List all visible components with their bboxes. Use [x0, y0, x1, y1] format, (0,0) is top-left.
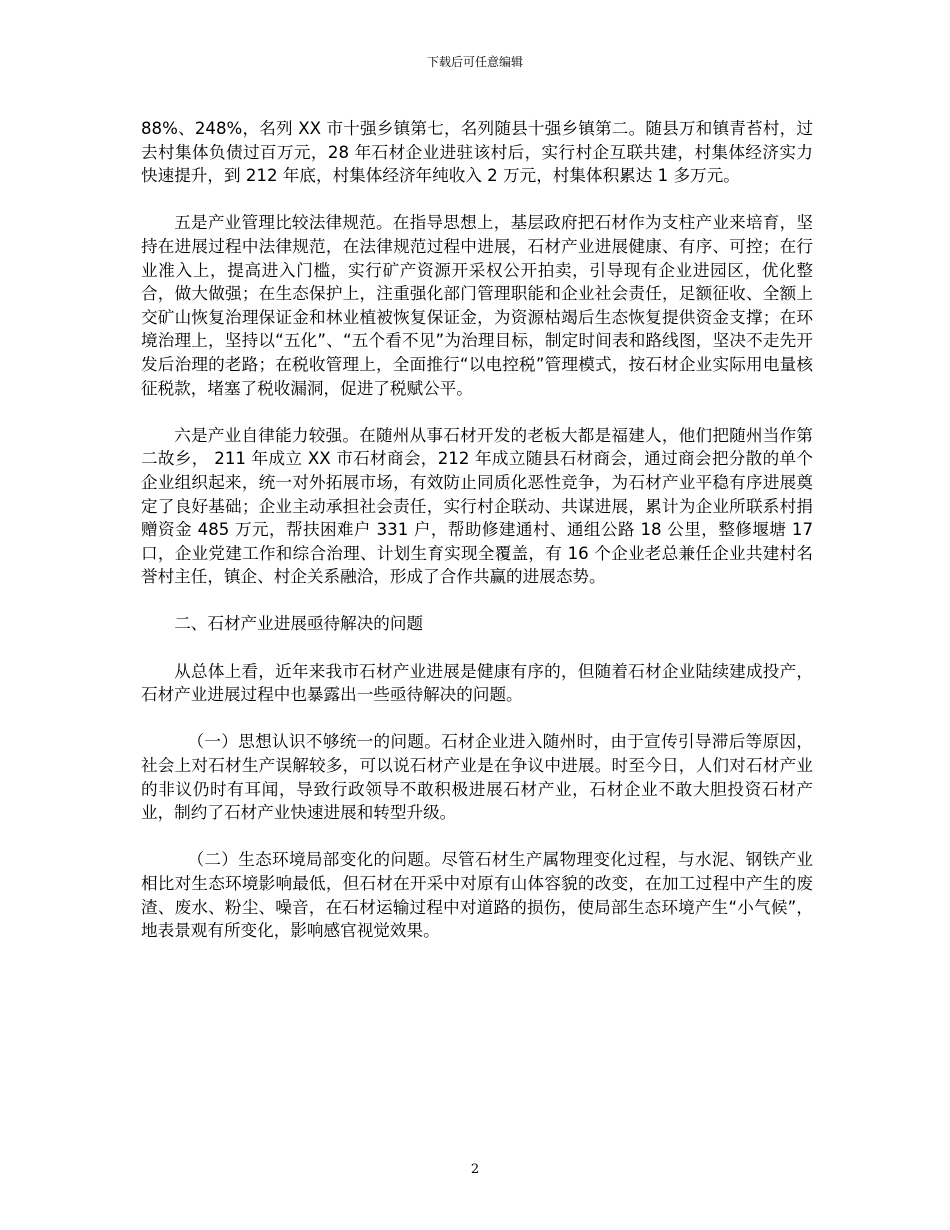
section-heading-problems: 二、石材产业进展亟待解决的问题	[174, 614, 424, 634]
paragraph-problem-ecology: （二）生态环境局部变化的问题。尽管石材生产属物理变化过程，与水泥、钢铁产业相比对生态环境影响最低，但石材在开采中对原有山体容貌的改变，在加工过程中产生的废渣、废水、粉尘、噪音，在石材运输过程中对道路的损伤，使局部生态环境产生“小气候”，地表景观有所变化，影响感官视觉效果。	[141, 850, 813, 941]
page-header: 下载后可任意编辑	[426, 55, 523, 69]
page-number: 2	[470, 1162, 480, 1177]
paragraph-problem-awareness: （一）思想认识不够统一的问题。石材企业进入随州时，由于宣传引导滞后等原因，社会上对石材生产误解较多，可以说石材产业是在争议中进展。时至今日，人们对石材产业的非议仍时有耳闻，导致行政领导不敢积极进展石材产业，石材企业不敢大胆投资石材产业，制约了石材产业快速进展和转型升级。	[141, 732, 813, 823]
document-body	[141, 117, 813, 966]
paragraph-overview: 从总体上看，近年来我市石材产业进展是健康有序的，但随着石材企业陆续建成投产，石材产业进展过程中也暴露出一些亟待解决的问题。	[141, 661, 813, 705]
paragraph-industry-management: 五是产业管理比较法律规范。在指导思想上，基层政府把石材作为支柱产业来培育，坚持在进展过程中法律规范，在法律规范过程中进展，石材产业进展健康、有序、可控；在行业准入上，提高进入门槛，实行矿产资源开采权公开拍卖，引导现有企业进园区，优化整合，做大做强；在生态保护上，注重强化部门管理职能和企业社会责任，足额征收、全额上交矿山恢复治理保证金和林业植被恢复保证金，为资源枯竭后生态恢复提供资金支撑；在环境治理上，坚持以“五化”、“五个看不见”为治理目标，制定时间表和路线图，坚决不走先开发后治理的老路；在税收管理上，全面推行“以电控税”管理模式，按石材企业实际用电量核征税款，堵塞了税收漏洞，促进了税赋公平。	[141, 213, 813, 398]
paragraph-industry-self-discipline: 六是产业自律能力较强。在随州从事石材开发的老板大都是福建人，他们把随州当作第二故乡， 211 年成立 XX 市石材商会，212 年成立随县石材商会，通过商会把分散的单个企业组织起来，统一对外拓展市场，有效防止同质化恶性竞争，为石材产业平稳有序进展奠定了良好基础；企业主动承担社会责任，实行村企联动、共谋进展，累计为企业所联系村捐赠资金 485 万元，帮扶困难户 331 户，帮助修建通村、通组公路 18 公里，整修堰塘 17 口，企业党建工作和综合治理、计划生育实现全覆盖，有 16 个企业老总兼任企业共建村名誉村主任，镇企、村企关系融洽，形成了合作共赢的进展态势。	[141, 425, 813, 587]
paragraph-continuation: 88%、248%，名列 XX 市十强乡镇第七，名列随县十强乡镇第二。随县万和镇青苔村，过去村集体负债过百万元，28 年石材企业进驻该村后，实行村企互联共建，村集体经济实力快速提升，到 212 年底，村集体经济年纯收入 2 万元，村集体积累达 1 多万元。	[141, 119, 813, 186]
